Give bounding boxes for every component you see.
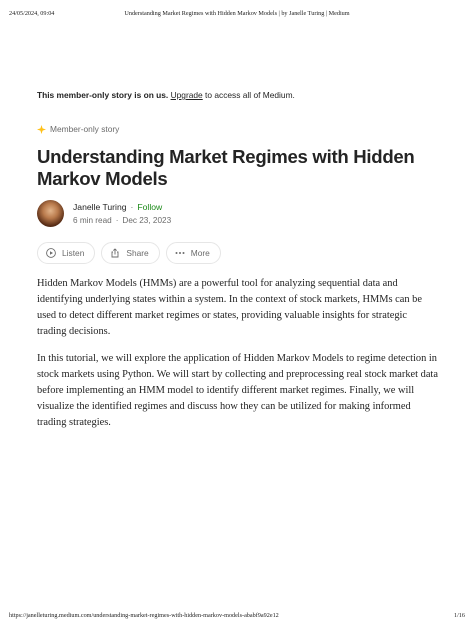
member-only-label: Member-only story: [50, 124, 120, 134]
print-datetime: 24/05/2024, 09:04: [9, 10, 55, 17]
author-line: Janelle Turing · Follow: [73, 202, 163, 212]
member-banner: [37, 90, 295, 100]
more-button[interactable]: [166, 242, 221, 264]
share-label: Share: [126, 248, 149, 258]
action-bar: [37, 242, 221, 264]
listen-label: Listen: [62, 248, 85, 258]
member-only-tag: [37, 124, 119, 134]
publish-date: Dec 23, 2023: [122, 216, 172, 225]
print-url: https://janelleturing.medium.com/understanding-market-regimes-with-hidden-markov-models-ababf9a92e12: [9, 612, 279, 619]
listen-button[interactable]: [37, 242, 95, 264]
more-icon: [175, 248, 185, 258]
star-icon: [37, 125, 46, 134]
share-button[interactable]: [101, 242, 159, 264]
read-time: 6 min read: [73, 216, 112, 225]
avatar[interactable]: [37, 200, 64, 227]
more-label: More: [190, 248, 210, 258]
article-paragraph-1: Hidden Markov Models (HMMs) are a powerful tool for analyzing sequential data and identifying underlying states within a system. In the context of stock markets, HMMs can be used to detect different market regimes or states, providing valuable insights for strategic trading decisions.: [37, 278, 422, 337]
print-page-title: Understanding Market Regimes with Hidden Markov Models | by Janelle Turing | Medium: [124, 10, 350, 17]
article-paragraph-2: In this tutorial, we will explore the application of Hidden Markov Models to regime detection in stock markets using Python. We will start by collecting and preprocessing real stock market data before implementing an HMM model to identify different market regimes. Finally, we will visualize the identified regimes and discuss how they can be utilized for making informed trading strategies.: [37, 353, 438, 428]
author-name[interactable]: Janelle Turing: [73, 202, 127, 212]
play-icon: [46, 248, 56, 258]
follow-button[interactable]: Follow: [137, 202, 163, 212]
article-meta: 6 min read · Dec 23, 2023: [73, 216, 172, 225]
upgrade-link[interactable]: Upgrade: [170, 90, 203, 100]
banner-strong-text: This member-only story is on us.: [37, 90, 169, 100]
article-title: Understanding Market Regimes with Hidden Markov Models: [37, 146, 415, 189]
share-icon: [110, 248, 120, 258]
banner-rest-text: to access all of Medium.: [205, 90, 295, 100]
print-page-number: 1/16: [453, 612, 465, 619]
